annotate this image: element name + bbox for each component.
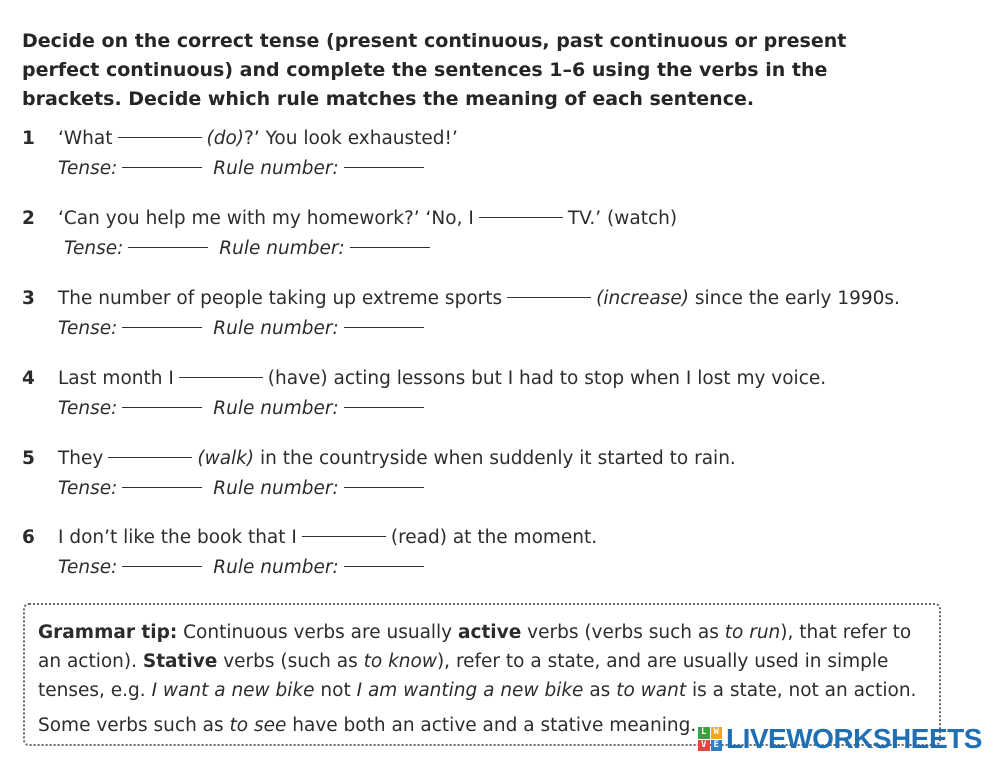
liveworksheets-icon: [698, 727, 722, 751]
tense-blank-6[interactable]: [122, 565, 202, 567]
exercise-item-4: [22, 364, 982, 424]
sentence-start: The number of people taking up extreme sports: [58, 288, 503, 309]
verb-blank-3[interactable]: [507, 296, 591, 298]
tip-text: ), that refer to an action).: [38, 622, 912, 672]
tense-label: Tense:: [58, 478, 118, 499]
verb-blank-5[interactable]: [108, 456, 192, 458]
instructions: Decide on the correct tense (present continuous, past continuous or present perfect continuous) and complete the sentences 1–6 using the verbs in the brackets. Decide which rule matches the meaning of each sentence.: [22, 30, 847, 110]
tip-example: to know: [363, 651, 437, 672]
tense-label: Tense:: [58, 158, 118, 179]
logo-letter: V: [698, 740, 710, 752]
grammar-tip-text: [38, 618, 938, 705]
tip-active: active: [458, 622, 522, 643]
logo-letter: L: [698, 727, 710, 739]
item-number: 4: [22, 368, 35, 389]
sentence-end: since the early 1990s.: [688, 288, 900, 309]
sentence-start: ‘What: [58, 128, 113, 149]
tense-blank-2[interactable]: [128, 246, 208, 248]
tense-label: Tense:: [58, 318, 118, 339]
rule-label: Rule number:: [213, 557, 339, 578]
verb-blank-4[interactable]: [179, 376, 263, 378]
tip-text: verbs (such as: [217, 651, 364, 672]
verb-hint: (walk): [197, 448, 255, 469]
tense-blank-1[interactable]: [122, 166, 202, 168]
tense-blank-4[interactable]: [122, 406, 202, 408]
rule-label: Rule number:: [219, 238, 345, 259]
rule-blank-4[interactable]: [344, 406, 424, 408]
tip-example: to run: [724, 622, 781, 643]
tip-example: I want a new bike: [151, 680, 315, 701]
sentence-start: They: [58, 448, 104, 469]
verb-blank-1[interactable]: [118, 136, 202, 138]
exercise-item-1: [22, 124, 982, 184]
sentence-start: Last month I: [58, 368, 174, 389]
item-number: 2: [22, 208, 35, 229]
sentence-end: TV.’ (watch): [567, 208, 678, 229]
exercise-item-2: [22, 204, 982, 264]
sentence-end: ?’ You look exhausted!’: [244, 128, 458, 149]
logo-text: LIVEWORKSHEETS: [726, 723, 982, 754]
item-number: 5: [22, 448, 35, 469]
sentence-end: acting lessons but I had to stop when I lost my voice.: [327, 368, 827, 389]
tip-example: to want: [616, 680, 687, 701]
item-number: 3: [22, 288, 35, 309]
exercise-item-5: [22, 444, 982, 504]
tense-label: Tense:: [58, 557, 118, 578]
rule-label: Rule number:: [213, 478, 339, 499]
sentence-start: I don’t like the book that I: [58, 527, 297, 548]
sentence-end: at the moment.: [446, 527, 598, 548]
verb-blank-2[interactable]: [479, 216, 563, 218]
sentence-start: ‘Can you help me with my homework?’ ‘No, I: [58, 208, 474, 229]
sentence-end: in the countryside when suddenly it started to rain.: [254, 448, 736, 469]
item-number: 1: [22, 128, 35, 149]
rule-blank-3[interactable]: [344, 326, 424, 328]
verb-hint: (read): [390, 527, 447, 548]
tense-label: Tense:: [58, 398, 118, 419]
rule-blank-5[interactable]: [344, 486, 424, 488]
tense-blank-3[interactable]: [122, 326, 202, 328]
tip-example: I am wanting a new bike: [356, 680, 584, 701]
verb-blank-6[interactable]: [302, 535, 386, 537]
tip-example: to see: [229, 715, 287, 736]
tip-text: Some verbs such as: [38, 715, 230, 736]
rule-blank-1[interactable]: [344, 166, 424, 168]
tense-label: Tense:: [64, 238, 124, 259]
tip-text: verbs (verbs such as: [521, 622, 725, 643]
item-number: 6: [22, 527, 35, 548]
tip-text: Continuous verbs are usually: [177, 622, 459, 643]
tense-blank-5[interactable]: [122, 486, 202, 488]
rule-blank-2[interactable]: [350, 246, 430, 248]
tip-text: is a state, not an action.: [686, 680, 917, 701]
exercise-item-6: [22, 523, 982, 583]
tip-text: have both an active and a stative meaning.: [286, 715, 697, 736]
verb-hint: (have): [267, 368, 328, 389]
verb-hint: (do): [206, 128, 244, 149]
logo-letter: E: [711, 740, 723, 752]
rule-label: Rule number:: [213, 318, 339, 339]
tip-stative: Stative: [142, 651, 218, 672]
liveworksheets-logo: [698, 724, 982, 754]
grammar-tip-label: Grammar tip:: [38, 622, 178, 643]
tip-text: ), refer to a state, and are usually used in simple tenses, e.g.: [38, 651, 889, 701]
tip-text: as: [583, 680, 617, 701]
rule-label: Rule number:: [213, 398, 339, 419]
verb-hint: (increase): [596, 288, 689, 309]
exercise-item-3: [22, 284, 982, 344]
tip-text: not: [314, 680, 357, 701]
rule-blank-6[interactable]: [344, 565, 424, 567]
rule-label: Rule number:: [213, 158, 339, 179]
logo-letter: W: [711, 727, 723, 739]
